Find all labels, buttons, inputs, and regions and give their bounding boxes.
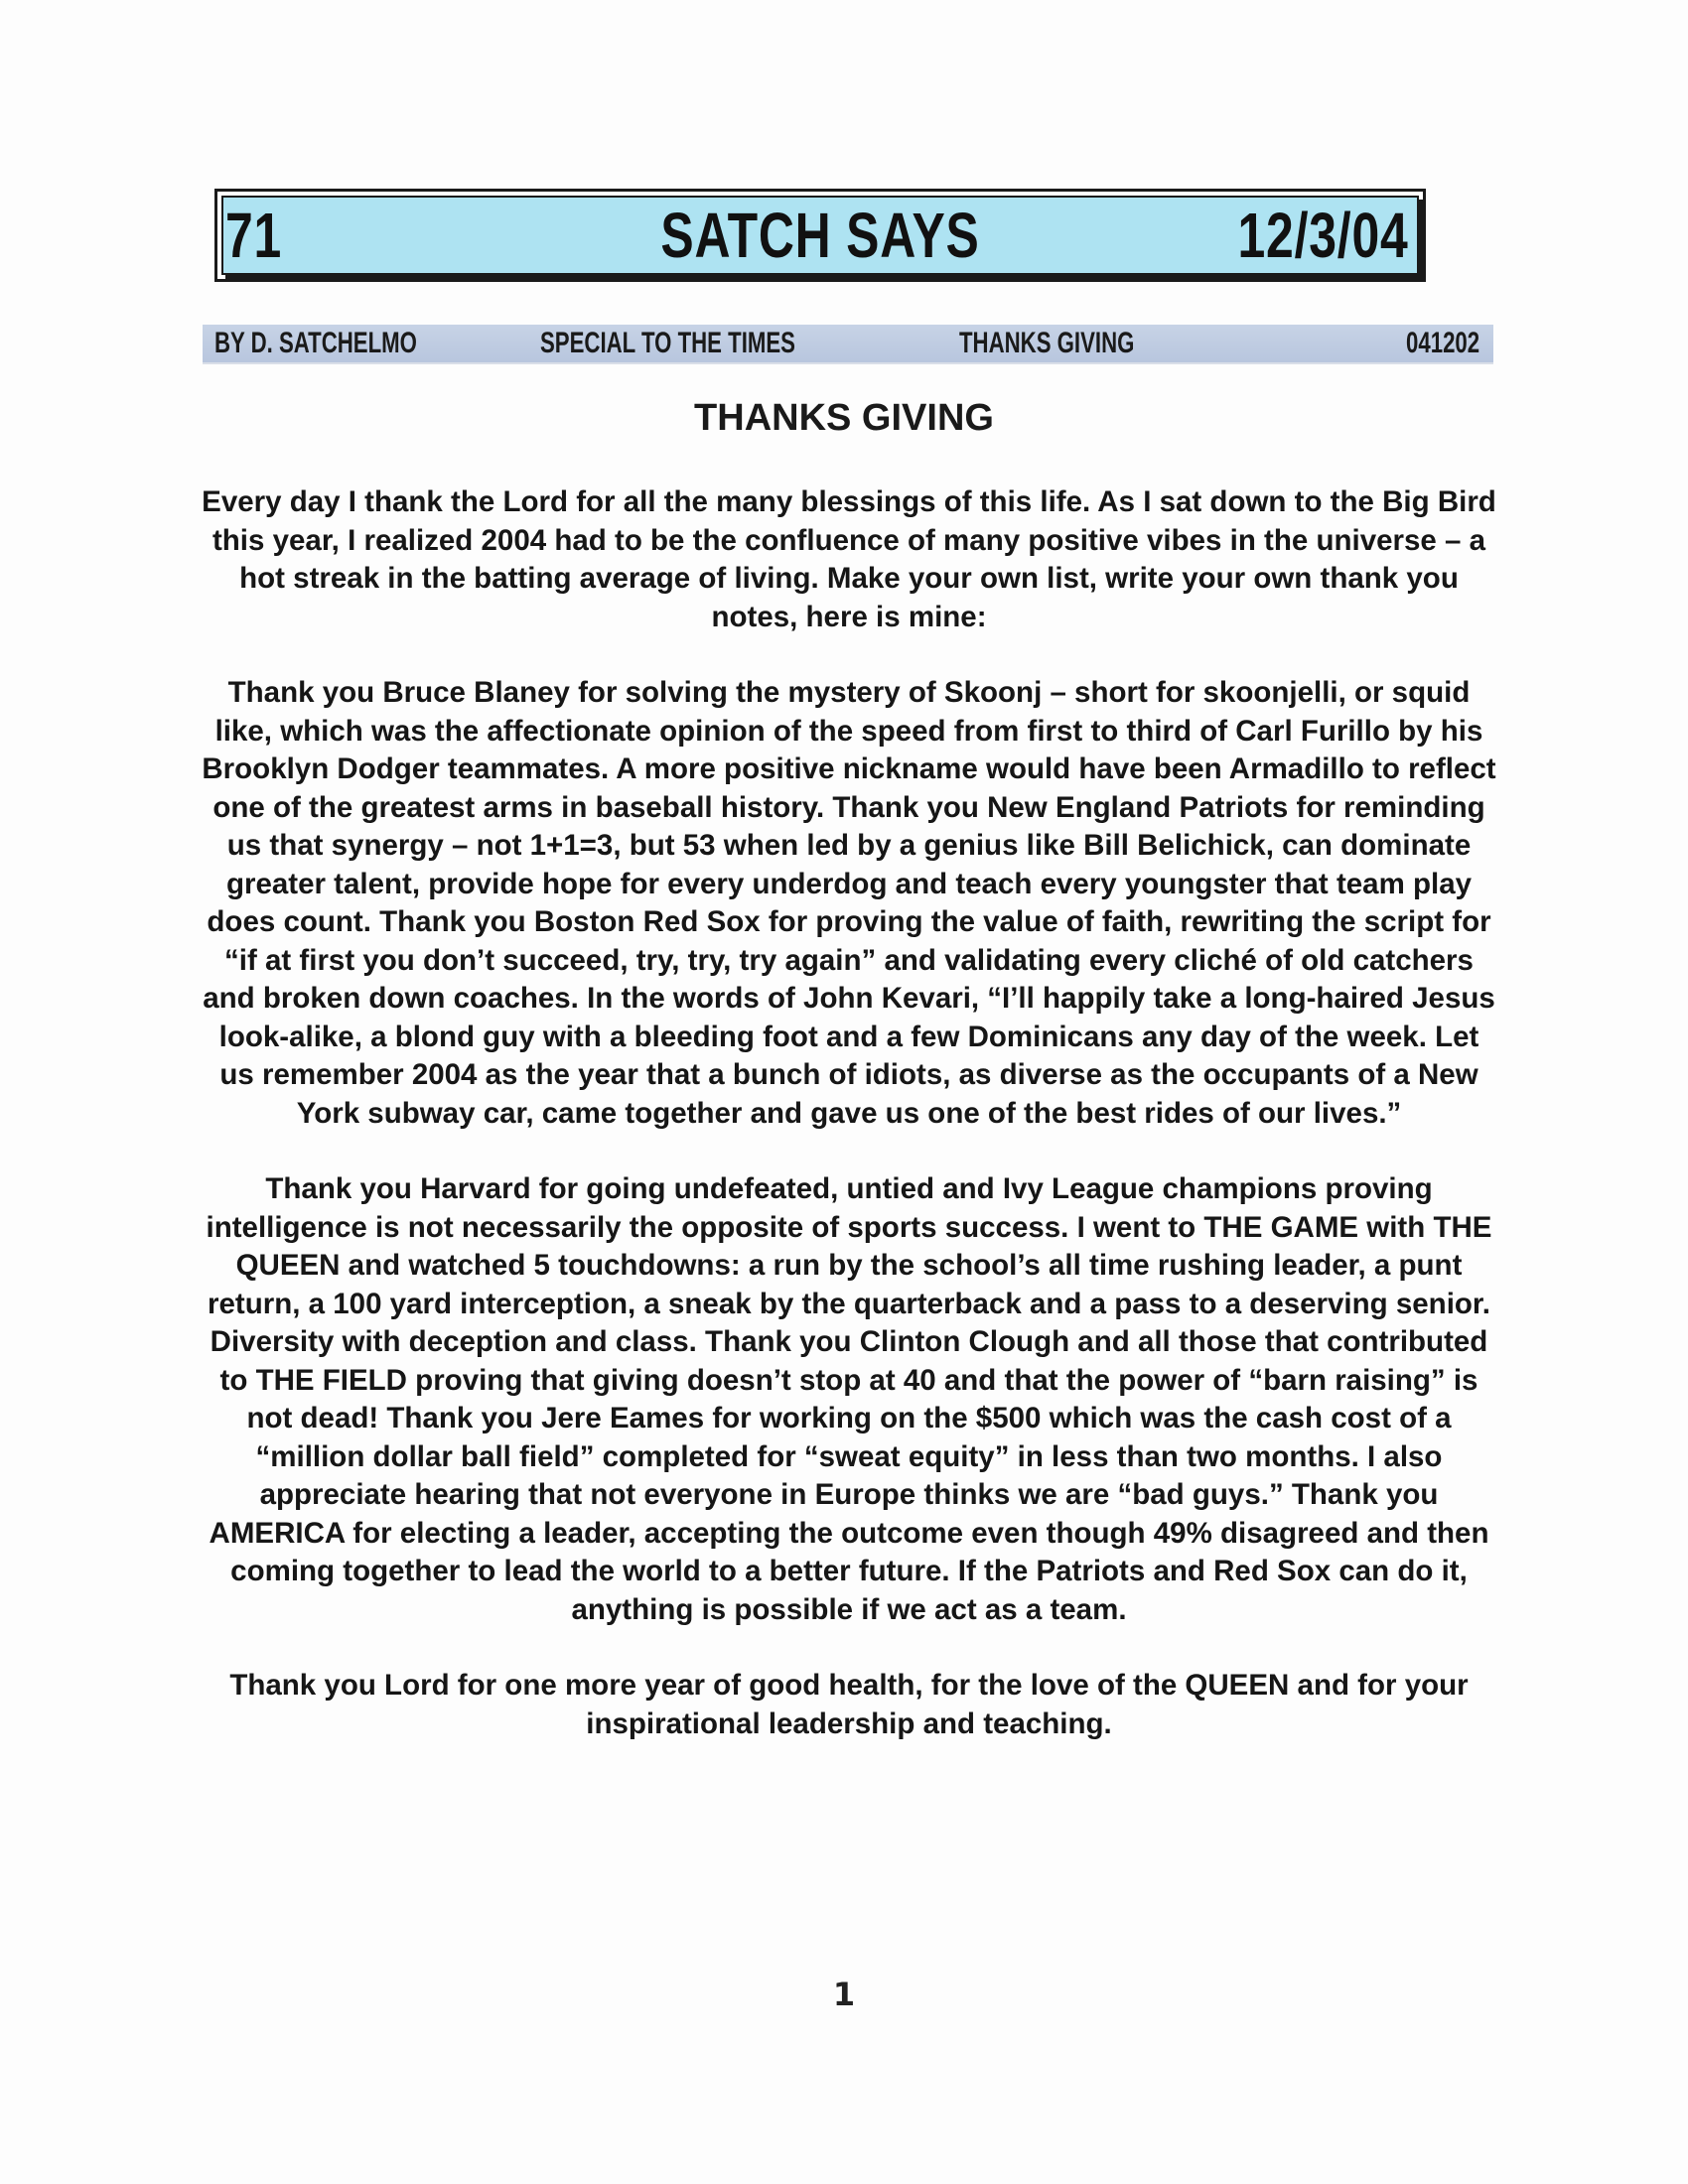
issue-date: 12/3/04	[1237, 200, 1409, 271]
article-paragraph: Thank you Bruce Blaney for solving the mystery of Skoonj – short for skoonjelli, or squid like, which was the affectionate opinion of the speed from first to third of Carl Furillo by his Brooklyn Dodger teammates. A more positive nickname would have been Armadillo to reflect one of the greatest arms in baseball history. Thank you New England Patriots for reminding us that synergy – not 1+1=3, but 53 when led by a genius like Bill Belichick, can dominate greater talent, provide hope for every underdog and teach every youngster that team play does count. Thank you Boston Red Sox for proving the value of faith, rewriting the script for “if at first you don’t succeed, try, try, try again” and validating every cliché of old catchers and broken down coaches. In the words of John Kevari, “I’ll happily take a long-haired Jesus look-alike, a blond guy with a bleeding foot and a few Dominicans any day of the week. Let us remember 2004 as the year that a bunch of idiots, as diverse as the occupants of a New York subway car, came together and gave us one of the best rides of our lives.”	[202, 676, 1496, 1130]
byline-code: 041202	[1405, 327, 1479, 359]
byline-author: BY D. SATCHELMO	[214, 327, 417, 359]
column-title-banner	[221, 196, 1419, 275]
article-body	[199, 483, 1499, 1781]
article-paragraph: Thank you Lord for one more year of good health, for the love of the QUEEN and for your inspirational leadership and teaching.	[229, 1669, 1469, 1740]
byline-bar	[203, 325, 1493, 364]
byline-special: SPECIAL TO THE TIMES	[540, 327, 795, 359]
page-number: 1	[832, 1976, 856, 2013]
column-title-box	[214, 189, 1426, 282]
article-headline: THANKS GIVING	[694, 397, 994, 439]
byline-topic: THANKS GIVING	[959, 327, 1135, 359]
column-title: SATCH SAYS	[660, 200, 980, 271]
article-paragraph: Thank you Harvard for going undefeated, untied and Ivy League champions proving intelligence is not necessarily the opposite of sports success. I went to THE GAME with THE QUEEN and watched 5 touchdowns: a run by the school’s all time rushing leader, a punt return, a 100 yard interception, a sneak by the quarterback and a pass to a deserving senior. Diversity with deception and class. Thank you Clinton Clough and all those that contributed to THE FIELD proving that giving doesn’t stop at 40 and that the power of “barn raising” is not dead! Thank you Jere Eames for working on the $500 which was the cash cost of a “million dollar ball field” completed for “sweat equity” in less than two months. I also appreciate hearing that not everyone in Europe thinks we are “bad guys.” Thank you AMERICA for electing a leader, accepting the outcome even though 49% disagreed and then coming together to lead the world to a better future. If the Patriots and Red Sox can do it, anything is possible if we act as a team.	[206, 1172, 1492, 1626]
issue-number: 71	[225, 200, 283, 271]
article-paragraph: Every day I thank the Lord for all the many blessings of this life. As I sat down to the Big Bird this year, I realized 2004 had to be the confluence of many positive vibes in the universe – a hot streak in the batting average of living. Make your own list, write your own thank you notes, here is mine:	[202, 485, 1496, 633]
